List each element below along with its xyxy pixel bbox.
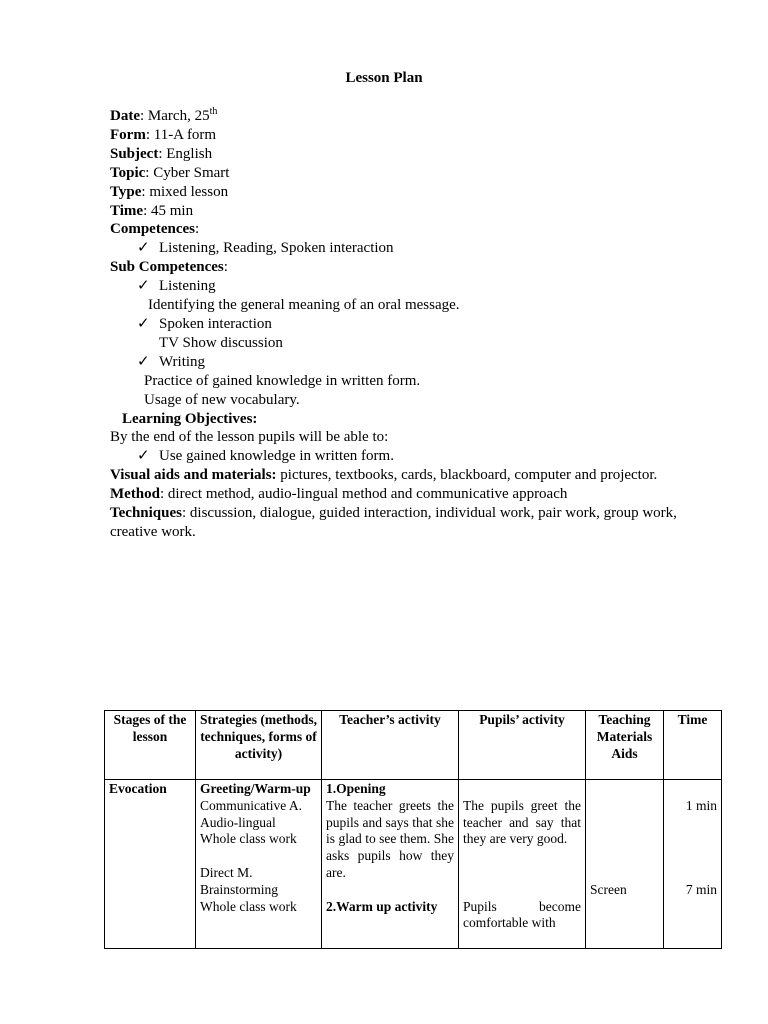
sub-competence-writing-text: Writing — [159, 353, 206, 370]
techniques-label: Techniques — [110, 505, 182, 522]
materials-cell — [586, 780, 664, 949]
sub-competences-line — [110, 258, 685, 277]
spacer — [463, 848, 581, 865]
strategy-cell — [196, 780, 322, 949]
spacer — [668, 848, 717, 865]
techniques-value: : discussion, dialogue, guided interaction, individual work, pair work, group work, creative work. — [110, 505, 677, 540]
visual-aids-line — [110, 466, 685, 485]
listening-description: Identifying the general meaning of an oral message. — [148, 297, 460, 314]
subject-label: Subject — [110, 145, 159, 162]
techniques-line — [110, 504, 685, 542]
strategy-line: Brainstorming — [200, 881, 278, 897]
sub-competence-spoken-text: Spoken interaction — [159, 315, 272, 332]
strategy-line: Whole class work — [200, 898, 297, 914]
check-icon: ✓ — [137, 278, 150, 295]
header-teacher-activity: Teacher’s activity — [322, 711, 459, 780]
teacher-activity-cell — [322, 780, 459, 949]
topic-line — [110, 164, 685, 183]
page-title: Lesson Plan — [345, 70, 423, 86]
spacer — [326, 882, 454, 899]
type-label: Type — [110, 183, 142, 200]
time-opening: 1 min — [685, 797, 717, 813]
spacer — [590, 798, 659, 815]
lesson-details — [110, 107, 685, 542]
date-suffix: th — [209, 106, 218, 117]
writing-description-1: Practice of gained knowledge in written form. — [144, 372, 421, 389]
spacer — [463, 865, 581, 882]
strategy-line: Communicative A. — [200, 797, 302, 813]
spacer — [668, 781, 717, 798]
time-value: : 45 min — [143, 202, 194, 219]
learning-objectives-label: Learning Objectives: — [122, 410, 258, 427]
table-header-row — [105, 711, 722, 780]
stage-cell: Evocation — [105, 780, 196, 949]
teacher-heading-warmup: 2.Warm up activity — [326, 898, 438, 914]
spacer — [590, 815, 659, 832]
topic-label: Topic — [110, 164, 146, 181]
spacer — [668, 815, 717, 832]
writing-description-2: Usage of new vocabulary. — [144, 391, 300, 408]
spoken-description: TV Show discussion — [159, 334, 283, 351]
spacer — [590, 865, 659, 882]
spacer — [200, 848, 317, 865]
sub-competence-writing — [110, 353, 685, 372]
teacher-heading-opening: 1.Opening — [326, 781, 386, 796]
check-icon: ✓ — [137, 315, 150, 332]
spacer — [590, 781, 659, 798]
type-value: : mixed lesson — [141, 183, 229, 200]
strategy-line: Audio-lingual — [200, 814, 276, 830]
spacer — [590, 848, 659, 865]
pupils-text-warmup: Pupils become comfortable with — [463, 898, 581, 931]
form-label: Form — [110, 126, 146, 143]
check-icon: ✓ — [137, 240, 150, 257]
competences-line — [110, 220, 685, 239]
spacer — [463, 882, 581, 899]
check-icon: ✓ — [137, 448, 150, 465]
header-stages: Stages of the lesson — [105, 711, 196, 780]
time-cell — [664, 780, 722, 949]
strategy-heading: Greeting/Warm-up — [200, 781, 311, 796]
objective-item — [110, 447, 685, 466]
time-line — [110, 202, 685, 221]
competence-item-text: Listening, Reading, Spoken interaction — [159, 240, 394, 257]
lesson-plan-table — [104, 710, 722, 949]
strategy-line: Direct M. — [200, 864, 253, 880]
date-label: Date — [110, 108, 140, 124]
sub-competence-listening-text: Listening — [159, 278, 216, 295]
header-teaching-materials: Teaching Materials Aids — [586, 711, 664, 780]
time-label: Time — [110, 202, 144, 219]
competences-label: Competences — [110, 221, 195, 238]
pupils-activity-cell — [459, 780, 586, 949]
material-screen: Screen — [590, 881, 627, 897]
spacer — [668, 831, 717, 848]
header-time: Time — [664, 711, 722, 780]
spacer — [590, 831, 659, 848]
competences-suffix: : — [194, 221, 200, 238]
pupils-text-greeting: The pupils greet the teacher and say that they are very good. — [463, 797, 581, 847]
header-pupils-activity: Pupils’ activity — [459, 711, 586, 780]
spacer — [463, 781, 581, 798]
visual-aids-value: pictures, textbooks, cards, blackboard, computer and projector. — [276, 467, 658, 484]
table-row — [105, 780, 722, 949]
check-icon: ✓ — [137, 353, 150, 370]
type-line — [110, 183, 685, 202]
date-value: : March, 25 — [140, 108, 210, 124]
objectives-intro: By the end of the lesson pupils will be able to: — [110, 429, 389, 446]
date-line — [110, 107, 685, 126]
sub-competence-spoken — [110, 315, 685, 334]
subject-line — [110, 145, 685, 164]
time-warmup: 7 min — [685, 881, 717, 897]
spacer — [668, 865, 717, 882]
header-strategies: Strategies (methods, techniques, forms of activity) — [196, 711, 322, 780]
topic-value: : Cyber Smart — [145, 164, 230, 181]
method-label: Method — [110, 486, 160, 503]
teacher-text-opening: The teacher greets the pupils and says that she is glad to see them. She asks pupils how they are. — [326, 797, 454, 880]
form-value: : 11-A form — [145, 126, 217, 143]
form-line — [110, 126, 685, 145]
sub-competence-listening — [110, 277, 685, 296]
visual-aids-label: Visual aids and materials: — [110, 467, 277, 484]
subject-value: : English — [158, 145, 213, 162]
sub-competences-suffix: : — [223, 259, 228, 276]
method-value: : direct method, audio-lingual method and communicative approach — [160, 486, 568, 503]
strategy-line: Whole class work — [200, 831, 297, 847]
competence-item — [110, 239, 685, 258]
sub-competences-label: Sub Competences — [110, 259, 224, 276]
method-line — [110, 485, 685, 504]
objective-item-text: Use gained knowledge in written form. — [159, 448, 394, 465]
